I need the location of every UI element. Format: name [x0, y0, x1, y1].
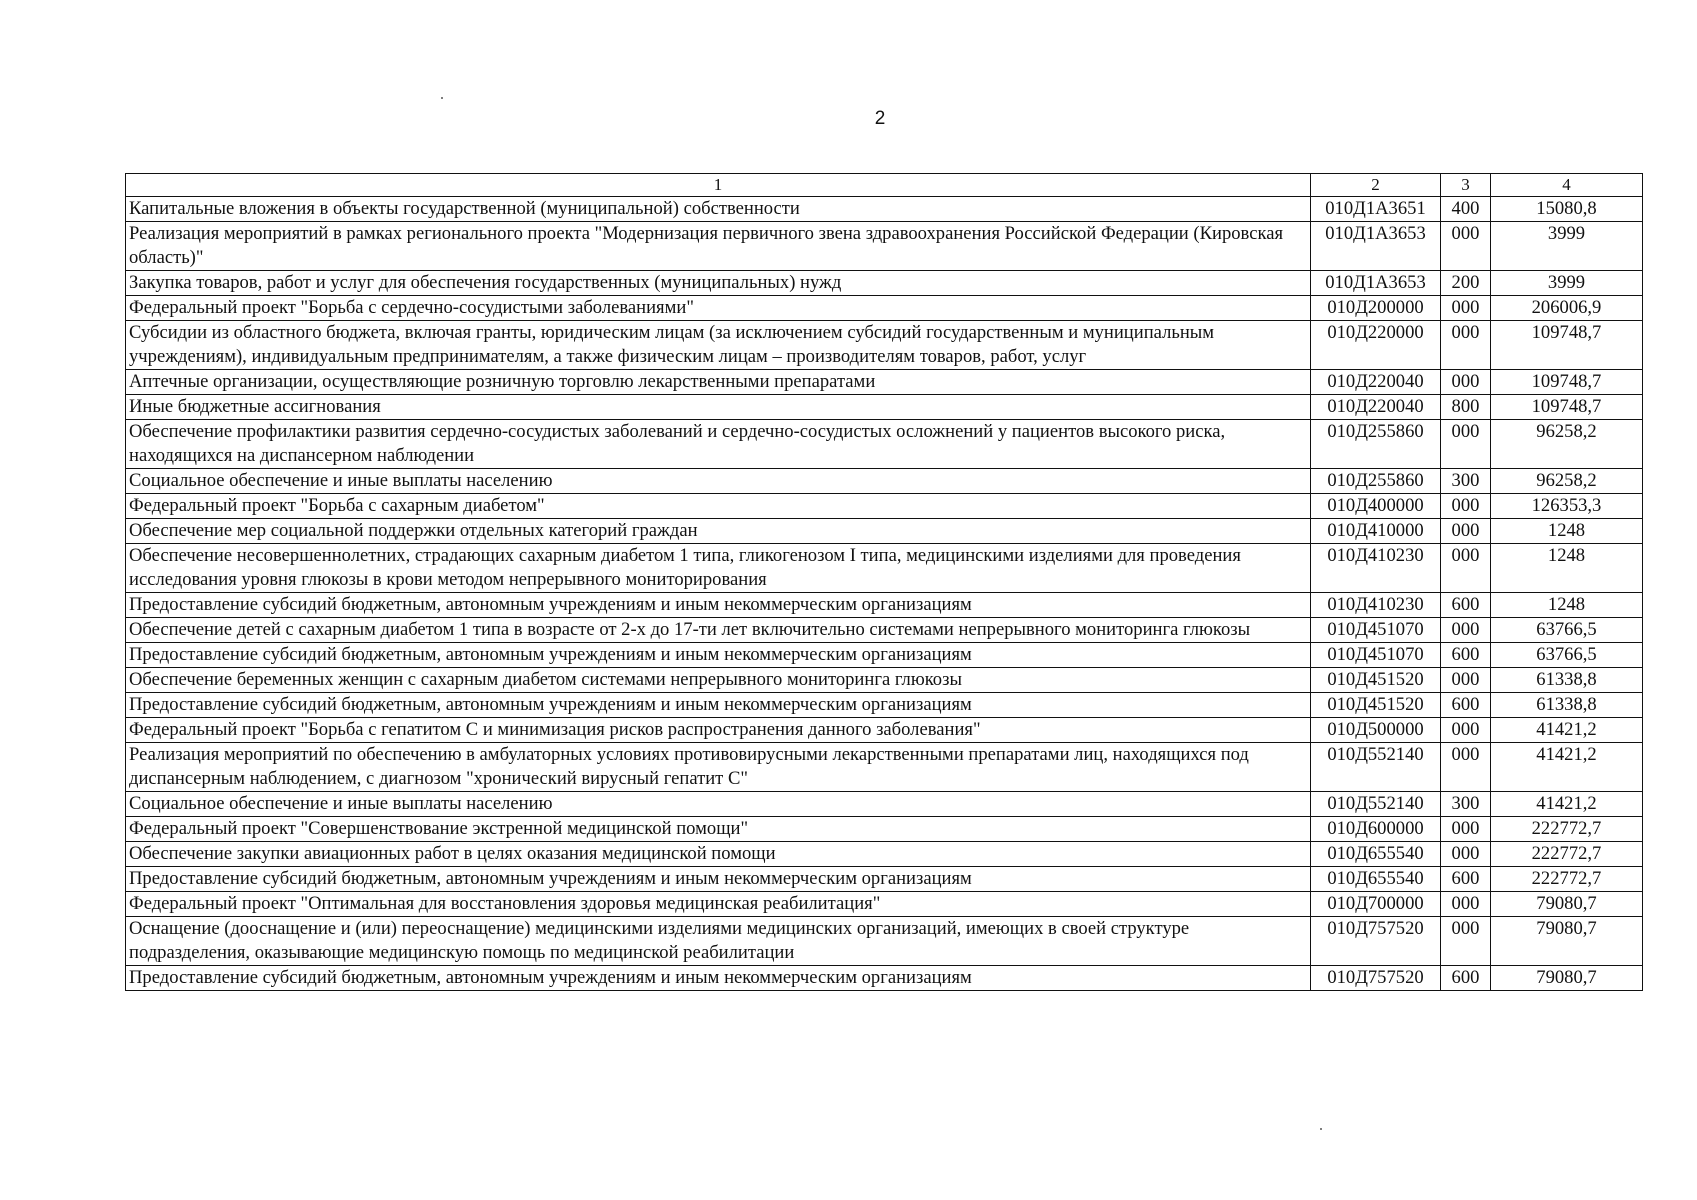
- table-row: [126, 197, 1643, 222]
- row-name-cell: Предоставление субсидий бюджетным, автономным учреждениям и иным некоммерческим организациям: [126, 867, 1311, 892]
- table-row: [126, 817, 1643, 842]
- row-kind-cell: 000: [1441, 519, 1491, 544]
- table-row: [126, 892, 1643, 917]
- row-code-cell: 010Д757520: [1311, 966, 1441, 991]
- table-row: [126, 370, 1643, 395]
- row-code-cell: 010Д410230: [1311, 593, 1441, 618]
- row-sum-cell: 109748,7: [1491, 395, 1643, 420]
- row-code-cell: 010Д757520: [1311, 917, 1441, 966]
- row-sum-cell: 1248: [1491, 544, 1643, 593]
- row-code-cell: 010Д655540: [1311, 842, 1441, 867]
- table-row: [126, 296, 1643, 321]
- table-row: [126, 469, 1643, 494]
- row-sum-cell: 79080,7: [1491, 966, 1643, 991]
- row-kind-cell: 600: [1441, 593, 1491, 618]
- table-row: [126, 842, 1643, 867]
- header-col-1: 1: [126, 174, 1311, 197]
- row-name-cell: Реализация мероприятий в рамках регионального проекта "Модернизация первичного звена здравоохранения Российской Федерации (Кировская область)": [126, 222, 1311, 271]
- row-sum-cell: 96258,2: [1491, 469, 1643, 494]
- row-code-cell: 010Д220040: [1311, 395, 1441, 420]
- row-kind-cell: 400: [1441, 197, 1491, 222]
- budget-table: [125, 173, 1643, 991]
- table-row: [126, 271, 1643, 296]
- table-row: [126, 395, 1643, 420]
- row-name-cell: Предоставление субсидий бюджетным, автономным учреждениям и иным некоммерческим организациям: [126, 643, 1311, 668]
- table-row: [126, 544, 1643, 593]
- row-code-cell: 010Д1А3651: [1311, 197, 1441, 222]
- row-code-cell: 010Д220000: [1311, 321, 1441, 370]
- row-code-cell: 010Д600000: [1311, 817, 1441, 842]
- row-name-cell: Предоставление субсидий бюджетным, автономным учреждениям и иным некоммерческим организациям: [126, 693, 1311, 718]
- row-name-cell: Обеспечение несовершеннолетних, страдающих сахарным диабетом 1 типа, гликогенозом I типа, медицинскими изделиями для проведения исследования уровня глюкозы в крови методом непрерывного мониторирования: [126, 544, 1311, 593]
- table-row: [126, 718, 1643, 743]
- row-sum-cell: 126353,3: [1491, 494, 1643, 519]
- row-kind-cell: 600: [1441, 966, 1491, 991]
- row-kind-cell: 800: [1441, 395, 1491, 420]
- row-kind-cell: 000: [1441, 817, 1491, 842]
- row-sum-cell: 3999: [1491, 222, 1643, 271]
- row-name-cell: Федеральный проект "Борьба с гепатитом С и минимизация рисков распространения данного заболевания": [126, 718, 1311, 743]
- row-code-cell: 010Д255860: [1311, 420, 1441, 469]
- table-row: [126, 917, 1643, 966]
- row-kind-cell: 000: [1441, 494, 1491, 519]
- table-row: [126, 321, 1643, 370]
- row-code-cell: 010Д451520: [1311, 693, 1441, 718]
- row-code-cell: 010Д655540: [1311, 867, 1441, 892]
- row-code-cell: 010Д220040: [1311, 370, 1441, 395]
- row-code-cell: 010Д500000: [1311, 718, 1441, 743]
- row-code-cell: 010Д552140: [1311, 792, 1441, 817]
- row-sum-cell: 1248: [1491, 593, 1643, 618]
- row-name-cell: Федеральный проект "Оптимальная для восстановления здоровья медицинская реабилитация": [126, 892, 1311, 917]
- row-kind-cell: 600: [1441, 643, 1491, 668]
- row-name-cell: Социальное обеспечение и иные выплаты населению: [126, 792, 1311, 817]
- row-code-cell: 010Д400000: [1311, 494, 1441, 519]
- table-row: [126, 643, 1643, 668]
- page-number: 2: [874, 108, 886, 129]
- row-sum-cell: 41421,2: [1491, 743, 1643, 792]
- row-kind-cell: 000: [1441, 321, 1491, 370]
- row-kind-cell: 000: [1441, 420, 1491, 469]
- table-row: [126, 593, 1643, 618]
- row-sum-cell: 96258,2: [1491, 420, 1643, 469]
- row-kind-cell: 000: [1441, 842, 1491, 867]
- table-row: [126, 420, 1643, 469]
- table-row: [126, 792, 1643, 817]
- table-row: [126, 618, 1643, 643]
- table-row: [126, 668, 1643, 693]
- row-kind-cell: 300: [1441, 792, 1491, 817]
- row-kind-cell: 600: [1441, 867, 1491, 892]
- row-name-cell: Оснащение (дооснащение и (или) переоснащение) медицинскими изделиями медицинских организаций, имеющих в своей структуре подразделения, оказывающие медицинскую помощь по медицинской реабилитации: [126, 917, 1311, 966]
- row-name-cell: Обеспечение профилактики развития сердечно-сосудистых заболеваний и сердечно-сосудистых осложнений у пациентов высокого риска, находящихся на диспансерном наблюдении: [126, 420, 1311, 469]
- row-sum-cell: 41421,2: [1491, 792, 1643, 817]
- row-code-cell: 010Д451520: [1311, 668, 1441, 693]
- header-col-2: 2: [1311, 174, 1441, 197]
- row-name-cell: Федеральный проект "Борьба с сердечно-сосудистыми заболеваниями": [126, 296, 1311, 321]
- row-sum-cell: 79080,7: [1491, 917, 1643, 966]
- row-name-cell: Федеральный проект "Борьба с сахарным диабетом": [126, 494, 1311, 519]
- table-header-row: [126, 174, 1643, 197]
- row-kind-cell: 600: [1441, 693, 1491, 718]
- row-name-cell: Обеспечение закупки авиационных работ в целях оказания медицинской помощи: [126, 842, 1311, 867]
- row-kind-cell: 000: [1441, 618, 1491, 643]
- row-name-cell: Аптечные организации, осуществляющие розничную торговлю лекарственными препаратами: [126, 370, 1311, 395]
- row-sum-cell: 41421,2: [1491, 718, 1643, 743]
- row-sum-cell: 63766,5: [1491, 618, 1643, 643]
- row-sum-cell: 15080,8: [1491, 197, 1643, 222]
- scan-speck: [1320, 1128, 1322, 1130]
- row-code-cell: 010Д1А3653: [1311, 271, 1441, 296]
- row-name-cell: Капитальные вложения в объекты государственной (муниципальной) собственности: [126, 197, 1311, 222]
- row-name-cell: Обеспечение мер социальной поддержки отдельных категорий граждан: [126, 519, 1311, 544]
- table-row: [126, 867, 1643, 892]
- row-sum-cell: 1248: [1491, 519, 1643, 544]
- row-code-cell: 010Д410000: [1311, 519, 1441, 544]
- table-row: [126, 222, 1643, 271]
- row-code-cell: 010Д700000: [1311, 892, 1441, 917]
- row-kind-cell: 300: [1441, 469, 1491, 494]
- row-sum-cell: 222772,7: [1491, 867, 1643, 892]
- row-code-cell: 010Д200000: [1311, 296, 1441, 321]
- row-code-cell: 010Д552140: [1311, 743, 1441, 792]
- row-name-cell: Субсидии из областного бюджета, включая гранты, юридическим лицам (за исключением субсидий государственным и муниципальным учреждениям), индивидуальным предпринимателям, а также физическим лицам – производителям товаров, работ, услуг: [126, 321, 1311, 370]
- row-name-cell: Социальное обеспечение и иные выплаты населению: [126, 469, 1311, 494]
- table-row: [126, 743, 1643, 792]
- row-kind-cell: 000: [1441, 743, 1491, 792]
- table-body: [126, 197, 1643, 991]
- row-name-cell: Предоставление субсидий бюджетным, автономным учреждениям и иным некоммерческим организациям: [126, 966, 1311, 991]
- row-kind-cell: 000: [1441, 892, 1491, 917]
- row-name-cell: Реализация мероприятий по обеспечению в амбулаторных условиях противовирусными лекарственными препаратами лиц, находящихся под диспансерным наблюдением, с диагнозом "хронический вирусный гепатит С": [126, 743, 1311, 792]
- row-kind-cell: 200: [1441, 271, 1491, 296]
- row-sum-cell: 3999: [1491, 271, 1643, 296]
- row-name-cell: Обеспечение беременных женщин с сахарным диабетом системами непрерывного мониторинга глюкозы: [126, 668, 1311, 693]
- row-name-cell: Иные бюджетные ассигнования: [126, 395, 1311, 420]
- row-sum-cell: 222772,7: [1491, 842, 1643, 867]
- row-name-cell: Закупка товаров, работ и услуг для обеспечения государственных (муниципальных) нужд: [126, 271, 1311, 296]
- row-code-cell: 010Д255860: [1311, 469, 1441, 494]
- row-kind-cell: 000: [1441, 917, 1491, 966]
- row-kind-cell: 000: [1441, 718, 1491, 743]
- row-sum-cell: 61338,8: [1491, 693, 1643, 718]
- row-sum-cell: 79080,7: [1491, 892, 1643, 917]
- scan-speck: [441, 97, 443, 99]
- header-col-3: 3: [1441, 174, 1491, 197]
- row-kind-cell: 000: [1441, 544, 1491, 593]
- table-row: [126, 519, 1643, 544]
- row-name-cell: Обеспечение детей с сахарным диабетом 1 типа в возрасте от 2-х до 17-ти лет включительно системами непрерывного мониторинга глюкозы: [126, 618, 1311, 643]
- row-name-cell: Федеральный проект "Совершенствование экстренной медицинской помощи": [126, 817, 1311, 842]
- table-row: [126, 494, 1643, 519]
- table-row: [126, 693, 1643, 718]
- row-sum-cell: 63766,5: [1491, 643, 1643, 668]
- row-name-cell: Предоставление субсидий бюджетным, автономным учреждениям и иным некоммерческим организациям: [126, 593, 1311, 618]
- row-code-cell: 010Д451070: [1311, 643, 1441, 668]
- row-sum-cell: 61338,8: [1491, 668, 1643, 693]
- row-sum-cell: 222772,7: [1491, 817, 1643, 842]
- row-kind-cell: 000: [1441, 296, 1491, 321]
- row-code-cell: 010Д451070: [1311, 618, 1441, 643]
- row-code-cell: 010Д410230: [1311, 544, 1441, 593]
- row-kind-cell: 000: [1441, 222, 1491, 271]
- row-kind-cell: 000: [1441, 370, 1491, 395]
- row-sum-cell: 109748,7: [1491, 370, 1643, 395]
- table-row: [126, 966, 1643, 991]
- row-sum-cell: 109748,7: [1491, 321, 1643, 370]
- row-code-cell: 010Д1А3653: [1311, 222, 1441, 271]
- row-sum-cell: 206006,9: [1491, 296, 1643, 321]
- row-kind-cell: 000: [1441, 668, 1491, 693]
- header-col-4: 4: [1491, 174, 1643, 197]
